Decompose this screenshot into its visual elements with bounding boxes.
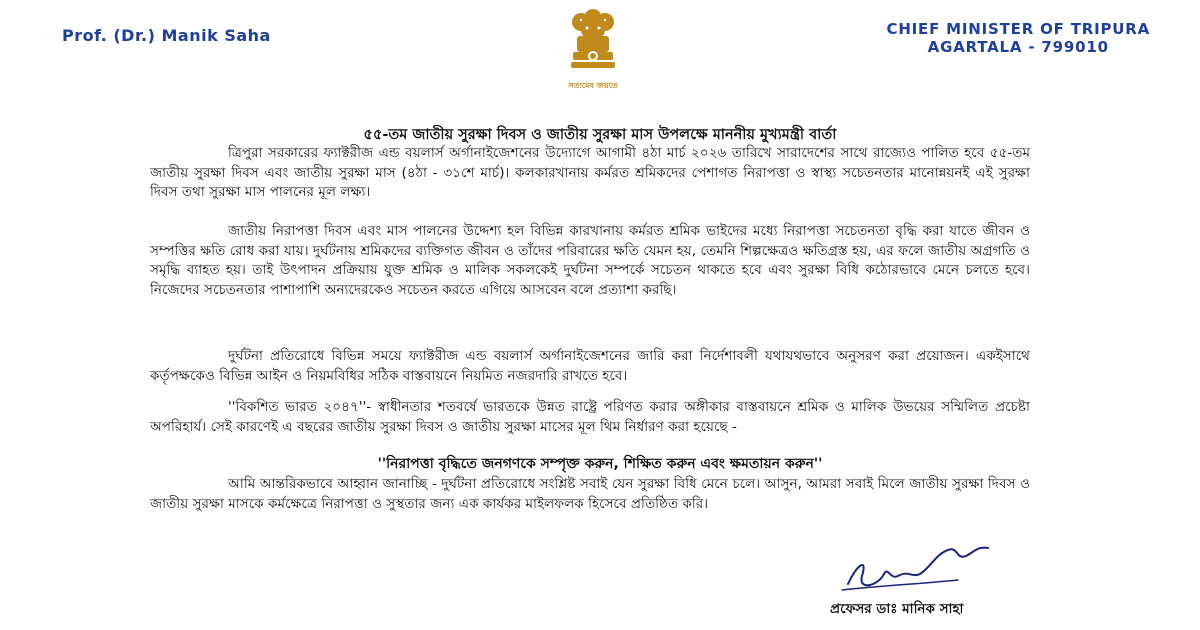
paragraph-4: ''বিকশিত ভারত ২০৪৭''- স্বাধীনতার শতবর্ষে ভারতকে উন্নত রাষ্ট্রে পরিণত করার অঙ্গীকার বাস্তবায়নে শ্রমিক ও মালিক উভয়ের সম্মিলিত প্রচেষ্টা অপরিহার্য। সেই কারণেই এ বছরের জাতীয় সুরক্ষা দিবস ও জাতীয় সুরক্ষা মাসের মূল থিম নির্ধারণ করা হয়েছে - <box>150 399 1030 435</box>
state-emblem-icon <box>563 6 623 82</box>
header-address: AGARTALA - 799010 <box>927 38 1109 56</box>
header-designation-block <box>887 20 1150 56</box>
header-name: Prof. (Dr.) Manik Saha <box>62 26 271 45</box>
theme-slogan: ''নিরাপত্তা বৃদ্ধিতে জনগণকে সম্পৃক্ত করুন, শিক্ষিত করুন এবং ক্ষমতায়ন করুন'' <box>377 456 823 472</box>
handwritten-signature <box>838 536 1008 596</box>
paragraph-1: ত্রিপুরা সরকারের ফ্যাক্টরীজ এন্ড বয়লার্স অর্গানাইজেশনের উদ্যোগে আগামী ৪ঠা মার্চ ২০২৬ তারিখে সারাদেশের সাথে রাজ্যেও পালিত হবে ৫৫-তম জাতীয় সুরক্ষা দিবস এবং জাতীয় সুরক্ষা মাস (৪ঠা - ৩১শে মার্চ)। কলকারখানায় কর্মরত শ্রমিকদের পেশাগত নিরাপত্তা ও স্বাস্থ্য সচেতনতার মানোন্নয়নই এই সুরক্ষা দিবস তথা সুরক্ষা মাস পালনের মূল লক্ষ্য। <box>150 145 1030 200</box>
paragraph-5: আমি আন্তরিকভাবে আহ্বান জানাচ্ছি - দুর্ঘটনা প্রতিরোধে সংশ্লিষ্ট সবাই যেন সুরক্ষা বিধি মেনে চলে। আসুন, আমরা সবাই মিলে জাতীয় সুরক্ষা দিবস ও জাতীয় সুরক্ষা মাসকে কর্মক্ষেত্রে নিরাপত্তা ও সুস্থতার জন্য এক কার্যকর মাইলফলক হিসেবে প্রতিষ্ঠিত করি। <box>150 476 1030 512</box>
signatory-name: প্রফেসর ডাঃ মানিক সাহা <box>830 601 964 617</box>
header-designation: CHIEF MINISTER OF TRIPURA <box>886 20 1150 38</box>
message-title: ৫৫-তম জাতীয় সুরক্ষা দিবস ও জাতীয় সুরক্ষা মাস উপলক্ষে মাননীয় মুখ্যমন্ত্রী বার্তা <box>363 127 837 143</box>
paragraph-2: জাতীয় নিরাপত্তা দিবস এবং মাস পালনের উদ্দেশ্য হল বিভিন্ন কারখানায় কর্মরত শ্রমিক ভাইদের মধ্যে নিরাপত্তা সচেতনতা বৃদ্ধি করা যাতে জীবন ও সম্পত্তির ক্ষতি রোধ করা যায়। দুর্ঘটনায় শ্রমিকদের ব্যক্তিগত জীবন ও তাঁদের পরিবারের ক্ষতি যেমন হয়, তেমনি শিল্পক্ষেত্রও ক্ষতিগ্রস্ত হয়, এর ফলে জাতীয় অগ্রগতি ও সমৃদ্ধি ব্যাহত হয়। তাই উৎপাদন প্রক্রিয়ায় যুক্ত শ্রমিক ও মালিক সকলকেই দুর্ঘটনা সম্পর্কে সচেতন থাকতে হবে এবং সুরক্ষা বিধি কঠোরভাবে মেনে চলতে হবে। নিজেদের সচেতনতার পাশাপাশি অন্যদেরকেও সচেতন করতে এগিয়ে আসবেন বলে প্রত্যাশা করছি। <box>150 223 1030 298</box>
paragraph-3: দুর্ঘটনা প্রতিরোধে বিভিন্ন সময়ে ফ্যাক্টরীজ এন্ড বয়লার্স অর্গানাইজেশনের জারি করা নির্দেশাবলী যথাযথভাবে অনুসরণ করা প্রয়োজন। একইসাথে কর্তৃপক্ষকেও বিভিন্ন আইন ও নিয়মবিধির সঠিক বাস্তবায়নে নিয়মিত নজরদারি রাখতে হবে। <box>150 348 1030 384</box>
emblem-motto: সত্যমেব জয়তে <box>568 81 618 90</box>
